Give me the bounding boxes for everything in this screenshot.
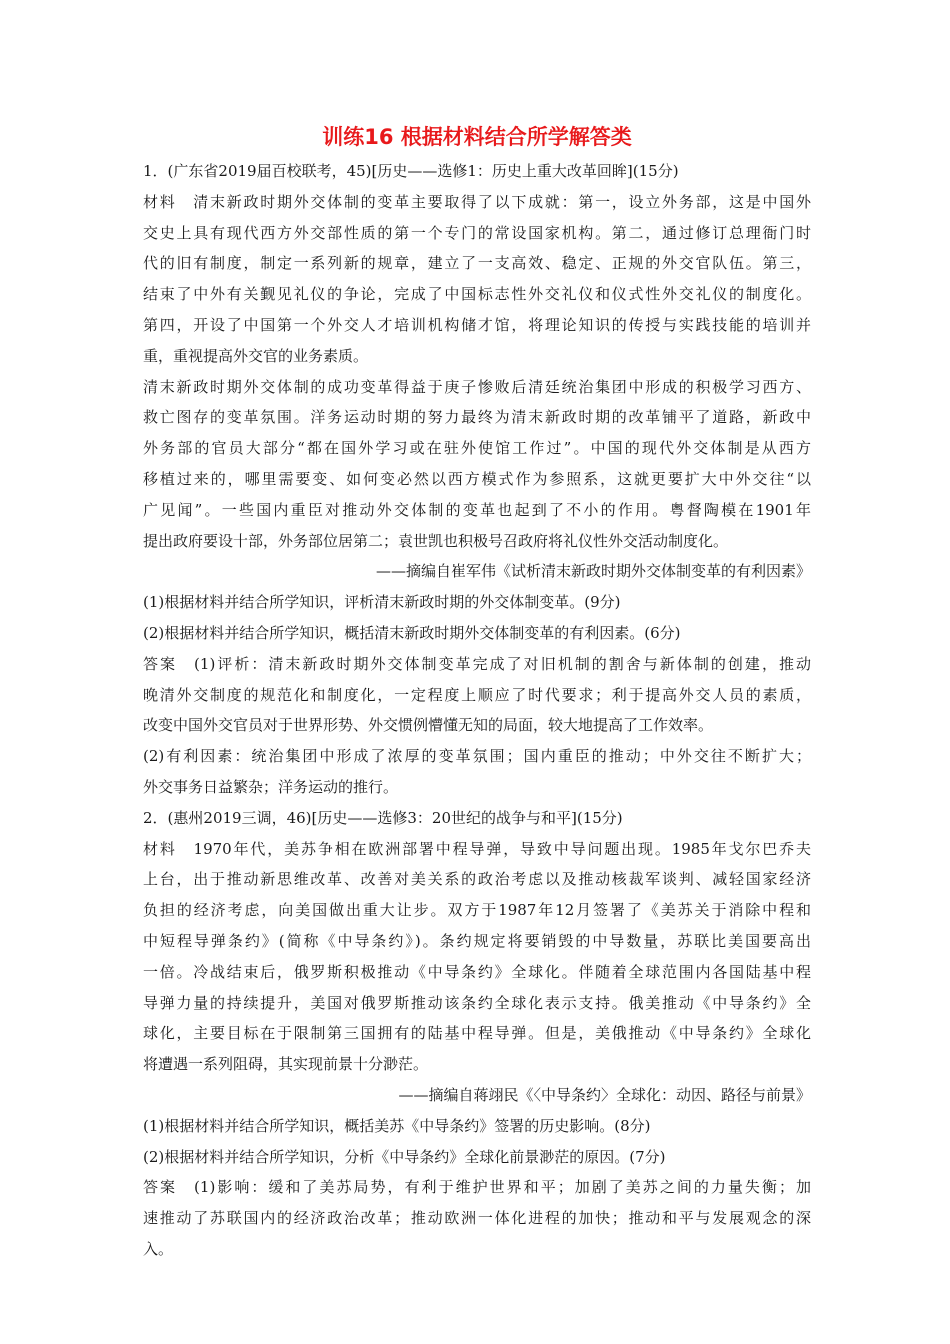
text-line: 上台，出于推动新思维改革、改善对美关系的政治考虑以及推动核裁军谈判、减轻国家经济 <box>143 870 811 889</box>
text-line: 答案 (1)影响：缓和了美苏局势，有利于维护世界和平；加剧了美苏之间的力量失衡；加 <box>143 1178 811 1197</box>
text-line: 2．(惠州2019三调，46)[历史——选修3：20世纪的战争与和平](15分) <box>143 808 623 827</box>
text-line: (1)根据材料并结合所学知识，评析清末新政时期的外交体制变革。(9分) <box>143 593 621 612</box>
text-line: 外务部的官员大部分“都在国外学习或在驻外使馆工作过”。中国的现代外交体制是从西方 <box>143 439 811 458</box>
text-line: 一倍。冷战结束后，俄罗斯积极推动《中导条约》全球化。伴随着全球范围内各国陆基中程 <box>143 962 811 981</box>
page-title: 训练16 根据材料结合所学解答类 <box>322 125 632 149</box>
text-line: 移植过来的，哪里需要变、如何变必然以西方模式作为参照系，这就更要扩大中外交往“以 <box>143 469 811 488</box>
text-line: 救亡图存的变革氛围。洋务运动时期的努力最终为清末新政时期的改革铺平了道路，新政中 <box>143 408 811 427</box>
text-line: (2)根据材料并结合所学知识，分析《中导条约》全球化前景渺茫的原因。(7分) <box>143 1147 666 1166</box>
text-line: 提出政府要设十部，外务部位居第二；袁世凯也积极号召政府将礼仪性外交活动制度化。 <box>143 531 729 550</box>
text-line: 入。 <box>143 1239 174 1258</box>
text-line: 球化，主要目标在于限制第三国拥有的陆基中程导弹。但是，美俄推动《中导条约》全球化 <box>143 1024 811 1043</box>
text-line: 晚清外交制度的规范化和制度化，一定程度上顺应了时代要求；利于提高外交人员的素质， <box>143 685 811 704</box>
text-line: 导弹力量的持续提升，美国对俄罗斯推动该条约全球化表示支持。俄美推动《中导条约》全 <box>143 993 811 1012</box>
text-line: 负担的经济考虑，向美国做出重大让步。双方于1987年12月签署了《美苏关于消除中程和 <box>143 901 811 920</box>
text-line: 第四，开设了中国第一个外交人才培训机构储才馆，将理论知识的传授与实践技能的培训并 <box>143 315 811 334</box>
text-line: 清末新政时期外交体制的成功变革得益于庚子惨败后清廷统治集团中形成的积极学习西方、 <box>143 377 811 396</box>
text-line: 广见闻”。一些国内重臣对推动外交体制的变革也起到了不小的作用。粤督陶模在1901年 <box>143 500 811 519</box>
source-citation: ——摘编自蒋翊民《〈中导条约〉全球化：动因、路径与前景》 <box>398 1085 811 1104</box>
text-line: 速推动了苏联国内的经济政治改革；推动欧洲一体化进程的加快；推动和平与发展观念的深 <box>143 1209 811 1228</box>
text-line: 将遭遇一系列阻碍，其实现前景十分渺茫。 <box>143 1055 429 1074</box>
text-line: 材料 1970年代，美苏争相在欧洲部署中程导弹，导致中导问题出现。1985年戈尔巴乔夫 <box>143 839 811 858</box>
text-line: 材料 清末新政时期外交体制的变革主要取得了以下成就：第一，设立外务部，这是中国外 <box>143 192 811 211</box>
text-line: 交史上具有现代西方外交部性质的第一个专门的常设国家机构。第二，通过修订总理衙门时 <box>143 223 811 242</box>
source-citation: ——摘编自崔军伟《试析清末新政时期外交体制变革的有利因素》 <box>375 562 811 581</box>
text-line: 重，重视提高外交官的业务素质。 <box>143 346 369 365</box>
text-line: (1)根据材料并结合所学知识，概括美苏《中导条约》签署的历史影响。(8分) <box>143 1116 651 1135</box>
document-body <box>143 156 811 1265</box>
text-line: 答案 (1)评析：清末新政时期外交体制变革完成了对旧机制的割舍与新体制的创建，推动 <box>143 654 811 673</box>
text-line: 结束了中外有关觐见礼仪的争论，完成了中国标志性外交礼仪和仪式性外交礼仪的制度化。 <box>143 285 811 304</box>
text-line: 外交事务日益繁杂；洋务运动的推行。 <box>143 777 399 796</box>
text-line: (2)有利因素：统治集团中形成了浓厚的变革氛围；国内重臣的推动；中外交往不断扩大； <box>143 747 811 766</box>
text-line: 中短程导弹条约》(简称《中导条约》)。条约规定将要销毁的中导数量，苏联比美国要高出 <box>143 931 811 950</box>
text-line: 1．(广东省2019届百校联考，45)[历史——选修1：历史上重大改革回眸](15分) <box>143 162 679 180</box>
text-line: 改变中国外交官员对于世界形势、外交惯例懵懂无知的局面，较大地提高了工作效率。 <box>143 716 714 735</box>
text-line: 代的旧有制度，制定一系列新的规章，建立了一支高效、稳定、正规的外交官队伍。第三， <box>143 254 811 273</box>
document-page <box>143 122 811 1265</box>
text-line: (2)根据材料并结合所学知识，概括清末新政时期外交体制变革的有利因素。(6分) <box>143 623 681 642</box>
